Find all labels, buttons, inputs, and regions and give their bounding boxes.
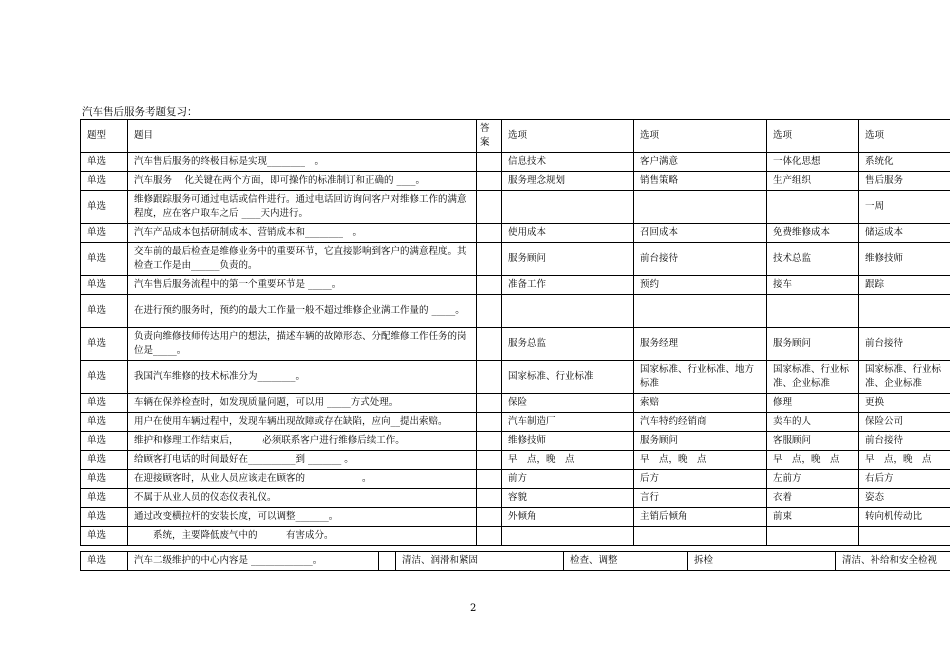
row-option-a: 维修技师 — [502, 432, 634, 451]
page-number: 2 — [470, 603, 477, 614]
row-option-c: 左前方 — [767, 470, 859, 489]
row-option-b: 服务经理 — [634, 328, 767, 361]
row-answer — [477, 394, 502, 413]
row-type: 单选 — [81, 243, 128, 276]
row-answer — [477, 328, 502, 361]
row-option-c: 接车 — [767, 276, 859, 295]
row-option-b: 国家标准、行业标准、地方标准 — [634, 361, 767, 394]
row-answer — [477, 413, 502, 432]
row-answer — [477, 508, 502, 527]
row-question: 汽车产品成本包括研制成本、营销成本和________ 。 — [128, 224, 477, 243]
row-option-c — [767, 527, 859, 546]
row-option-a: 汽车制造厂 — [502, 413, 634, 432]
table-row — [81, 243, 950, 276]
row-option-d: 早 点，晚 点 — [859, 451, 950, 470]
row-option-c: 修理 — [767, 394, 859, 413]
table-row — [81, 295, 950, 328]
row-option-a: 早 点，晚 点 — [502, 451, 634, 470]
table-row — [81, 451, 950, 470]
row-option-c: 一体化思想 — [767, 153, 859, 172]
row-option-b: 言行 — [634, 489, 767, 508]
table-row — [81, 328, 950, 361]
row-type: 单选 — [81, 451, 128, 470]
row-type: 单选 — [81, 470, 128, 489]
row-question: 交车前的最后检查是维修业务中的重要环节，它直接影响到客户的满意程度。其检查工作是由______负责的。 — [128, 243, 477, 276]
row-option-a: 使用成本 — [502, 224, 634, 243]
row-question: 维修跟踪服务可通过电话或信件进行。通过电话回访询问客户对维修工作的满意程度，应在客户取车之后 ____天内进行。 — [128, 191, 477, 224]
header-type: 题型 — [81, 120, 128, 153]
row-option-d: 一周 — [859, 191, 950, 224]
table-row — [81, 224, 950, 243]
last-row-question: 汽车二级维护的中心内容是 _____________。 — [128, 552, 379, 571]
row-answer — [477, 172, 502, 191]
row-answer — [477, 153, 502, 172]
row-option-b: 后方 — [634, 470, 767, 489]
row-answer — [477, 295, 502, 328]
row-option-a: 服务总监 — [502, 328, 634, 361]
header-option-b: 选项 — [634, 120, 767, 153]
row-answer — [477, 191, 502, 224]
row-type: 单选 — [81, 276, 128, 295]
row-option-a: 准备工作 — [502, 276, 634, 295]
row-question: 汽车售后服务流程中的第一个重要环节是 _____。 — [128, 276, 477, 295]
row-option-c: 卖车的人 — [767, 413, 859, 432]
row-option-a: 容貌 — [502, 489, 634, 508]
row-option-b: 索赔 — [634, 394, 767, 413]
row-option-c: 客服顾问 — [767, 432, 859, 451]
header-option-c: 选项 — [767, 120, 859, 153]
last-row-answer — [379, 552, 396, 571]
row-question: 车辆在保养检查时，如发现质量问题，可以用 _____方式处理。 — [128, 394, 477, 413]
row-option-a: 保险 — [502, 394, 634, 413]
last-row-option-a: 清洁、润滑和紧固 — [396, 552, 564, 571]
row-option-a: 信息技术 — [502, 153, 634, 172]
row-option-a: 服务顾问 — [502, 243, 634, 276]
row-option-a: 外倾角 — [502, 508, 634, 527]
last-row-option-b: 检查、调整 — [564, 552, 688, 571]
row-type: 单选 — [81, 527, 128, 546]
row-option-d: 右后方 — [859, 470, 950, 489]
row-question: 不属于从业人员的仪态仪表礼仪。 — [128, 489, 477, 508]
row-type: 单选 — [81, 489, 128, 508]
table-row — [81, 361, 950, 394]
row-question: 用户在使用车辆过程中，发现车辆出现故障或存在缺陷，应向__提出索赔。 — [128, 413, 477, 432]
row-option-d: 前台接待 — [859, 432, 950, 451]
row-option-b: 服务顾问 — [634, 432, 767, 451]
row-question: 汽车服务 化关键在两个方面，即可操作的标准制订和正确的 ____。 — [128, 172, 477, 191]
row-type: 单选 — [81, 328, 128, 361]
table-row — [81, 489, 950, 508]
table-row — [81, 470, 950, 489]
last-row-option-d: 清洁、补给和安全检视 — [836, 552, 950, 571]
row-option-c: 国家标准、行业标准、企业标准 — [767, 361, 859, 394]
row-answer — [477, 451, 502, 470]
table-row — [81, 172, 950, 191]
table-row — [81, 508, 950, 527]
header-answer: 答案 — [477, 120, 502, 153]
table-row — [81, 276, 950, 295]
row-option-a: 前方 — [502, 470, 634, 489]
row-question: 在迎接顾客时，从业人员应该走在顾客的 。 — [128, 470, 477, 489]
table-row — [81, 394, 950, 413]
row-option-c — [767, 191, 859, 224]
row-option-a: 国家标准、行业标准 — [502, 361, 634, 394]
row-type: 单选 — [81, 432, 128, 451]
row-type: 单选 — [81, 394, 128, 413]
row-option-a — [502, 295, 634, 328]
table-row — [81, 527, 950, 546]
row-option-d: 系统化 — [859, 153, 950, 172]
row-option-c: 服务顾问 — [767, 328, 859, 361]
row-option-c: 生产组织 — [767, 172, 859, 191]
row-option-d: 转向机传动比 — [859, 508, 950, 527]
row-question: 我国汽车维修的技术标准分为________。 — [128, 361, 477, 394]
row-option-d — [859, 295, 950, 328]
row-option-b: 汽车特约经销商 — [634, 413, 767, 432]
row-answer — [477, 489, 502, 508]
row-answer — [477, 361, 502, 394]
header-option-d: 选项 — [859, 120, 950, 153]
row-type: 单选 — [81, 172, 128, 191]
row-question: 在进行预约服务时，预约的最大工作量一般不超过维修企业满工作量的 _____。 — [128, 295, 477, 328]
row-option-b: 预约 — [634, 276, 767, 295]
row-answer — [477, 276, 502, 295]
row-type: 单选 — [81, 361, 128, 394]
row-answer — [477, 470, 502, 489]
last-row-type: 单选 — [81, 552, 128, 571]
row-type: 单选 — [81, 295, 128, 328]
row-answer — [477, 432, 502, 451]
row-type: 单选 — [81, 413, 128, 432]
row-option-b: 销售策略 — [634, 172, 767, 191]
row-option-d — [859, 527, 950, 546]
table-row — [81, 191, 950, 224]
row-option-a — [502, 191, 634, 224]
row-option-c — [767, 295, 859, 328]
last-question-row — [80, 551, 950, 571]
row-option-b — [634, 527, 767, 546]
row-type: 单选 — [81, 191, 128, 224]
row-option-c: 早 点，晚 点 — [767, 451, 859, 470]
row-option-c: 技术总监 — [767, 243, 859, 276]
row-question: 负责向维修技师传达用户的想法，描述车辆的故障形态、分配维修工作任务的岗位是_____。 — [128, 328, 477, 361]
row-option-a — [502, 527, 634, 546]
row-option-d: 维修技师 — [859, 243, 950, 276]
row-option-c: 免费维修成本 — [767, 224, 859, 243]
row-option-b: 召回成本 — [634, 224, 767, 243]
row-option-b: 前台接待 — [634, 243, 767, 276]
table-header-row — [81, 120, 950, 153]
row-option-b — [634, 191, 767, 224]
row-type: 单选 — [81, 224, 128, 243]
row-question: 给顾客打电话的时间最好在__________到 _______ 。 — [128, 451, 477, 470]
row-question: 维护和修理工作结束后， 必须联系客户进行维修后续工作。 — [128, 432, 477, 451]
row-option-d: 跟踪 — [859, 276, 950, 295]
row-option-d: 姿态 — [859, 489, 950, 508]
row-option-c: 前束 — [767, 508, 859, 527]
row-option-c: 衣着 — [767, 489, 859, 508]
table-row — [81, 153, 950, 172]
row-option-a: 服务理念规划 — [502, 172, 634, 191]
row-answer — [477, 243, 502, 276]
question-table — [80, 119, 950, 546]
row-option-b: 客户满意 — [634, 153, 767, 172]
row-type: 单选 — [81, 153, 128, 172]
row-option-d: 前台接待 — [859, 328, 950, 361]
table-row — [81, 413, 950, 432]
header-option-a: 选项 — [502, 120, 634, 153]
row-option-d: 保险公司 — [859, 413, 950, 432]
row-option-d: 售后服务 — [859, 172, 950, 191]
row-option-d: 储运成本 — [859, 224, 950, 243]
row-option-d: 国家标准、行业标准、企业标准 — [859, 361, 950, 394]
row-option-b: 主销后倾角 — [634, 508, 767, 527]
row-question: 通过改变横拉杆的安装长度，可以调整_______。 — [128, 508, 477, 527]
row-option-b: 早 点，晚 点 — [634, 451, 767, 470]
row-question: 系统，主要降低废气中的 有害成分。 — [128, 527, 477, 546]
row-option-b — [634, 295, 767, 328]
last-row-option-c: 拆检 — [688, 552, 836, 571]
row-answer — [477, 224, 502, 243]
row-question: 汽车售后服务的终极目标是实现________ 。 — [128, 153, 477, 172]
row-type: 单选 — [81, 508, 128, 527]
document-title: 汽车售后服务考题复习： — [82, 106, 198, 118]
header-question: 题目 — [128, 120, 477, 153]
table-row — [81, 432, 950, 451]
row-option-d: 更换 — [859, 394, 950, 413]
row-answer — [477, 527, 502, 546]
